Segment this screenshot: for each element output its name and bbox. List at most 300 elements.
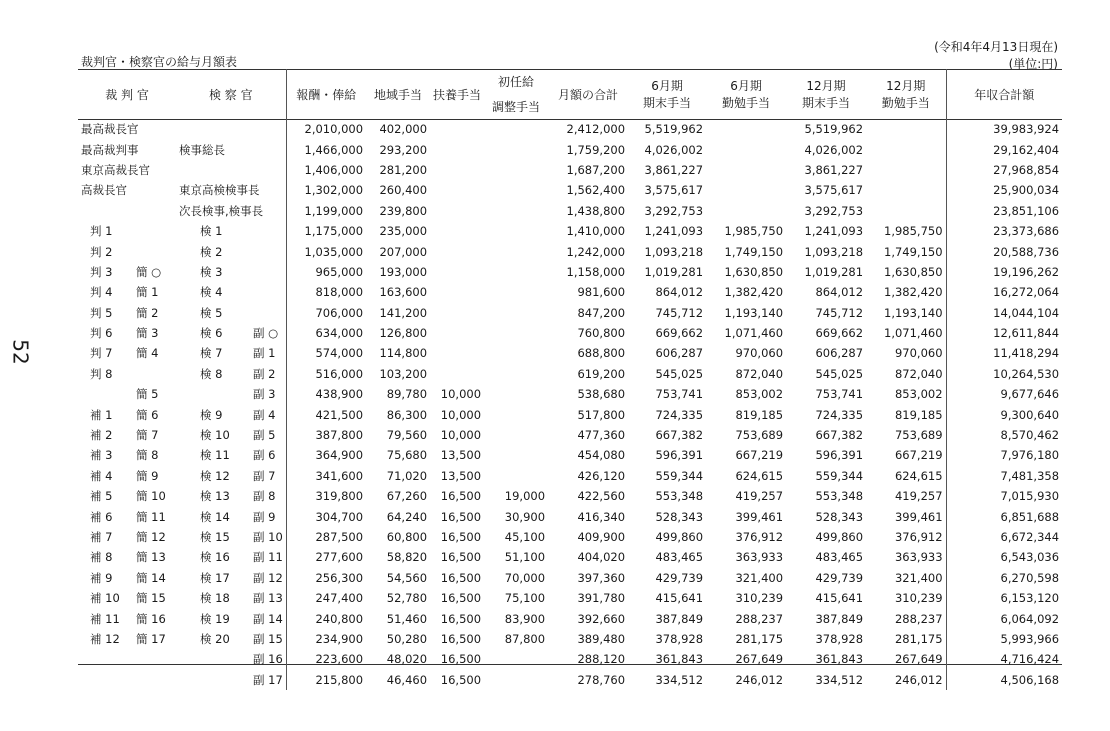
dec-term-allowance-cell: 667,382 bbox=[815, 428, 864, 443]
header-judge: 裁 判 官 bbox=[105, 87, 149, 102]
assistant-prosecutor-grade-cell bbox=[241, 241, 286, 261]
jun-diligence-allowance-cell: 310,239 bbox=[735, 591, 784, 606]
prosecutor-grade-cell: 検 2 bbox=[200, 244, 223, 259]
judge-grade-cell: 補 3 bbox=[90, 448, 113, 463]
table-row bbox=[78, 180, 1062, 200]
jun-term-allowance-cell: 1,019,281 bbox=[644, 264, 704, 279]
table-row bbox=[78, 303, 1062, 323]
jun-term-allowance-cell: 334,512 bbox=[655, 672, 704, 687]
prosecutor-grade-cell: 東京高検検事長 bbox=[179, 183, 260, 198]
monthly-total-cell: 389,480 bbox=[577, 631, 626, 646]
prosecutor-grade-cell bbox=[176, 160, 241, 180]
jun-term-allowance-cell: 753,741 bbox=[655, 387, 704, 402]
judge-grade-cell: 補 6 bbox=[90, 509, 113, 524]
initial-adjustment-cell bbox=[484, 303, 548, 323]
header-jun-diligence-line1: 6月期 bbox=[730, 79, 762, 93]
jun-diligence-allowance-cell: 1,071,460 bbox=[724, 326, 784, 341]
initial-adjustment-cell bbox=[484, 670, 548, 690]
prosecutor-grade-cell: 検 3 bbox=[200, 264, 223, 279]
header-jun-diligence bbox=[706, 69, 786, 119]
regional-allowance-cell: 114,800 bbox=[379, 346, 428, 361]
dec-term-allowance-cell: 606,287 bbox=[815, 346, 864, 361]
annual-total-cell: 20,588,736 bbox=[946, 241, 1062, 261]
dec-term-allowance-cell: 864,012 bbox=[815, 285, 864, 300]
regional-allowance-cell: 79,560 bbox=[386, 428, 428, 443]
monthly-total-cell: 981,600 bbox=[577, 285, 626, 300]
as-of-date: (令和4年4月13日現在) bbox=[934, 40, 1058, 54]
table-row bbox=[78, 241, 1062, 261]
jun-term-allowance-cell: 864,012 bbox=[655, 285, 704, 300]
monthly-total-cell: 422,560 bbox=[577, 489, 626, 504]
summary-judge-grade-cell bbox=[128, 364, 176, 384]
dec-diligence-allowance-cell: 267,649 bbox=[894, 652, 943, 667]
dependent-allowance-cell: 13,500 bbox=[440, 468, 482, 483]
header-initial-line1: 初任給 bbox=[498, 75, 535, 89]
prosecutor-grade-cell: 検 6 bbox=[200, 326, 223, 341]
header-regional: 地域手当 bbox=[374, 87, 423, 102]
assistant-prosecutor-grade-cell: 副 1 bbox=[253, 346, 276, 361]
monthly-total-cell: 1,242,000 bbox=[566, 244, 626, 259]
jun-diligence-allowance-cell: 399,461 bbox=[735, 509, 784, 524]
dependent-allowance-cell: 10,000 bbox=[440, 407, 482, 422]
regional-allowance-cell: 193,000 bbox=[379, 264, 428, 279]
assistant-prosecutor-grade-cell: 副 2 bbox=[253, 366, 276, 381]
table-row bbox=[78, 466, 1062, 486]
summary-judge-grade-cell bbox=[128, 670, 176, 690]
dec-diligence-allowance-cell: 819,185 bbox=[894, 407, 943, 422]
jun-diligence-allowance-cell bbox=[706, 201, 786, 221]
jun-term-allowance-cell: 559,344 bbox=[655, 468, 704, 483]
initial-adjustment-cell bbox=[484, 282, 548, 302]
monthly-total-cell: 688,800 bbox=[577, 346, 626, 361]
table-row bbox=[78, 384, 1062, 404]
jun-term-allowance-cell: 1,093,218 bbox=[644, 244, 704, 259]
table-row bbox=[78, 262, 1062, 282]
monthly-total-cell: 619,200 bbox=[577, 366, 626, 381]
salary-cell: 364,900 bbox=[286, 445, 366, 465]
summary-judge-grade-cell bbox=[128, 221, 176, 241]
initial-adjustment-cell bbox=[484, 425, 548, 445]
judge-grade-cell: 補 4 bbox=[90, 468, 113, 483]
summary-judge-grade-cell: 簡 14 bbox=[136, 570, 166, 585]
assistant-prosecutor-grade-cell bbox=[241, 139, 286, 159]
dec-diligence-allowance-cell bbox=[866, 119, 946, 139]
assistant-prosecutor-grade-cell: 副 ○ bbox=[253, 326, 279, 341]
dec-diligence-allowance-cell: 667,219 bbox=[894, 448, 943, 463]
header-dec-term-line1: 12月期 bbox=[806, 79, 846, 93]
summary-judge-grade-cell: 簡 16 bbox=[136, 611, 166, 626]
jun-term-allowance-cell: 429,739 bbox=[655, 570, 704, 585]
prosecutor-grade-cell: 検 16 bbox=[200, 550, 230, 565]
salary-cell: 304,700 bbox=[286, 506, 366, 526]
salary-cell: 234,900 bbox=[286, 629, 366, 649]
dec-diligence-allowance-cell: 624,615 bbox=[894, 468, 943, 483]
initial-adjustment-cell bbox=[484, 139, 548, 159]
table-row bbox=[78, 425, 1062, 445]
monthly-total-cell: 391,780 bbox=[577, 591, 626, 606]
monthly-total-cell: 409,900 bbox=[577, 530, 626, 544]
regional-allowance-cell: 52,780 bbox=[386, 591, 428, 606]
summary-judge-grade-cell: 簡 11 bbox=[136, 509, 166, 524]
regional-allowance-cell: 293,200 bbox=[379, 142, 428, 157]
annual-total-cell: 25,900,034 bbox=[946, 180, 1062, 200]
dec-diligence-allowance-cell: 1,382,420 bbox=[884, 285, 943, 300]
table-row bbox=[78, 670, 1062, 690]
assistant-prosecutor-grade-cell: 副 16 bbox=[253, 652, 283, 667]
prosecutor-grade-cell: 検 4 bbox=[200, 285, 223, 300]
dependent-allowance-cell: 16,500 bbox=[440, 550, 482, 565]
dec-diligence-allowance-cell: 753,689 bbox=[894, 428, 943, 443]
assistant-prosecutor-grade-cell: 副 14 bbox=[253, 611, 283, 626]
dec-term-allowance-cell: 3,292,753 bbox=[804, 203, 864, 218]
table-row bbox=[78, 343, 1062, 363]
annual-total-cell: 29,162,404 bbox=[946, 139, 1062, 159]
monthly-total-cell: 404,020 bbox=[577, 550, 626, 565]
judge-grade-cell bbox=[78, 201, 128, 221]
summary-judge-grade-cell: 簡 3 bbox=[136, 326, 159, 341]
header-dependent: 扶養手当 bbox=[433, 87, 482, 102]
header-monthly-total: 月額の合計 bbox=[558, 87, 619, 102]
dec-term-allowance-cell: 483,465 bbox=[815, 550, 864, 565]
jun-diligence-allowance-cell: 288,237 bbox=[735, 611, 784, 626]
judge-grade-cell: 判 3 bbox=[90, 264, 113, 279]
assistant-prosecutor-grade-cell: 副 6 bbox=[253, 448, 276, 463]
regional-allowance-cell: 58,820 bbox=[386, 550, 428, 565]
annual-total-cell: 4,506,168 bbox=[946, 670, 1062, 690]
initial-adjustment-cell: 30,900 bbox=[504, 509, 546, 524]
annual-total-cell: 39,983,924 bbox=[946, 119, 1062, 139]
dec-term-allowance-cell: 1,019,281 bbox=[804, 264, 864, 279]
jun-diligence-allowance-cell: 1,630,850 bbox=[724, 264, 784, 279]
header-jun-term-line2: 期末手当 bbox=[643, 96, 692, 110]
initial-adjustment-cell bbox=[484, 445, 548, 465]
regional-allowance-cell: 103,200 bbox=[379, 366, 428, 381]
dec-term-allowance-cell: 669,662 bbox=[815, 326, 864, 341]
initial-adjustment-cell bbox=[484, 262, 548, 282]
initial-adjustment-cell bbox=[484, 180, 548, 200]
dec-diligence-allowance-cell bbox=[866, 201, 946, 221]
judge-grade-cell: 判 6 bbox=[90, 326, 113, 341]
table-row bbox=[78, 323, 1062, 343]
regional-allowance-cell: 235,000 bbox=[379, 224, 428, 239]
salary-cell: 387,800 bbox=[286, 425, 366, 445]
judge-grade-cell: 判 1 bbox=[90, 224, 113, 239]
dec-diligence-allowance-cell: 281,175 bbox=[894, 631, 943, 646]
dec-diligence-allowance-cell: 419,257 bbox=[894, 489, 943, 504]
dec-term-allowance-cell: 545,025 bbox=[815, 366, 864, 381]
monthly-total-cell: 538,680 bbox=[577, 387, 626, 402]
dec-term-allowance-cell: 745,712 bbox=[815, 305, 864, 320]
table-row bbox=[78, 160, 1062, 180]
assistant-prosecutor-grade-cell: 副 17 bbox=[253, 672, 283, 687]
monthly-total-cell: 426,120 bbox=[577, 468, 626, 483]
judge-grade-cell: 最高裁長官 bbox=[81, 122, 139, 137]
salary-cell: 277,600 bbox=[286, 547, 366, 567]
table-row bbox=[78, 629, 1062, 649]
judge-grade-cell: 補 5 bbox=[90, 489, 113, 504]
jun-diligence-allowance-cell: 363,933 bbox=[735, 550, 784, 565]
jun-diligence-allowance-cell: 853,002 bbox=[735, 387, 784, 402]
judge-grade-cell: 補 9 bbox=[90, 570, 113, 585]
dec-diligence-allowance-cell: 288,237 bbox=[894, 611, 943, 626]
dec-term-allowance-cell: 753,741 bbox=[815, 387, 864, 402]
jun-term-allowance-cell: 415,641 bbox=[655, 591, 704, 606]
jun-term-allowance-cell: 745,712 bbox=[655, 305, 704, 320]
regional-allowance-cell: 86,300 bbox=[386, 407, 428, 422]
annual-total-cell: 6,543,036 bbox=[946, 547, 1062, 567]
regional-allowance-cell: 207,000 bbox=[379, 244, 428, 259]
jun-diligence-allowance-cell: 267,649 bbox=[735, 652, 784, 667]
dec-term-allowance-cell: 361,843 bbox=[815, 652, 864, 667]
table-row bbox=[78, 588, 1062, 608]
dec-diligence-allowance-cell: 1,071,460 bbox=[884, 326, 943, 341]
table-row bbox=[78, 119, 1062, 139]
jun-term-allowance-cell: 3,575,617 bbox=[644, 183, 704, 198]
table-row bbox=[78, 506, 1062, 526]
summary-judge-grade-cell: 簡 6 bbox=[136, 407, 159, 422]
assistant-prosecutor-grade-cell bbox=[241, 282, 286, 302]
assistant-prosecutor-grade-cell: 副 15 bbox=[253, 631, 283, 646]
monthly-total-cell: 397,360 bbox=[577, 570, 626, 585]
dec-diligence-allowance-cell: 376,912 bbox=[894, 530, 943, 544]
initial-adjustment-cell bbox=[484, 343, 548, 363]
salary-cell: 256,300 bbox=[286, 568, 366, 588]
dec-term-allowance-cell: 334,512 bbox=[815, 672, 864, 687]
judge-grade-cell: 判 7 bbox=[90, 346, 113, 361]
regional-allowance-cell: 48,020 bbox=[386, 652, 428, 667]
jun-term-allowance-cell: 4,026,002 bbox=[644, 142, 704, 157]
summary-judge-grade-cell: 簡 ○ bbox=[136, 264, 162, 279]
jun-diligence-allowance-cell: 419,257 bbox=[735, 489, 784, 504]
jun-diligence-allowance-cell bbox=[706, 119, 786, 139]
dependent-allowance-cell bbox=[430, 119, 484, 139]
jun-diligence-allowance-cell: 1,985,750 bbox=[724, 224, 784, 239]
initial-adjustment-cell bbox=[484, 404, 548, 424]
monthly-total-cell: 760,800 bbox=[577, 326, 626, 341]
assistant-prosecutor-grade-cell: 副 10 bbox=[253, 530, 283, 544]
summary-judge-grade-cell bbox=[128, 201, 176, 221]
initial-adjustment-cell bbox=[484, 364, 548, 384]
assistant-prosecutor-grade-cell bbox=[241, 221, 286, 241]
monthly-total-cell: 454,080 bbox=[577, 448, 626, 463]
summary-judge-grade-cell bbox=[128, 180, 176, 200]
prosecutor-grade-cell: 検 14 bbox=[200, 509, 230, 524]
dependent-allowance-cell bbox=[430, 343, 484, 363]
dependent-allowance-cell: 16,500 bbox=[440, 509, 482, 524]
salary-cell: 1,406,000 bbox=[286, 160, 366, 180]
jun-diligence-allowance-cell: 281,175 bbox=[735, 631, 784, 646]
initial-adjustment-cell bbox=[484, 466, 548, 486]
dependent-allowance-cell: 16,500 bbox=[440, 672, 482, 687]
dec-term-allowance-cell: 429,739 bbox=[815, 570, 864, 585]
assistant-prosecutor-grade-cell bbox=[241, 303, 286, 323]
summary-judge-grade-cell: 簡 12 bbox=[136, 530, 166, 544]
jun-term-allowance-cell: 545,025 bbox=[655, 366, 704, 381]
regional-allowance-cell: 54,560 bbox=[386, 570, 428, 585]
salary-cell: 1,175,000 bbox=[286, 221, 366, 241]
jun-term-allowance-cell: 378,928 bbox=[655, 631, 704, 646]
judge-grade-cell bbox=[78, 384, 128, 404]
header-jun-diligence-line2: 勤勉手当 bbox=[722, 96, 771, 110]
initial-adjustment-cell bbox=[484, 201, 548, 221]
summary-judge-grade-cell bbox=[128, 241, 176, 261]
header-initial-line2: 調整手当 bbox=[492, 100, 541, 114]
salary-cell: 319,800 bbox=[286, 486, 366, 506]
table-row bbox=[78, 139, 1062, 159]
assistant-prosecutor-grade-cell bbox=[241, 160, 286, 180]
assistant-prosecutor-grade-cell: 副 11 bbox=[253, 550, 283, 565]
annual-total-cell: 6,153,120 bbox=[946, 588, 1062, 608]
monthly-total-cell: 847,200 bbox=[577, 305, 626, 320]
judge-grade-cell: 判 4 bbox=[90, 285, 113, 300]
prosecutor-grade-cell: 検 11 bbox=[200, 448, 230, 463]
jun-term-allowance-cell: 499,860 bbox=[655, 530, 704, 544]
jun-term-allowance-cell: 724,335 bbox=[655, 407, 704, 422]
regional-allowance-cell: 67,260 bbox=[386, 489, 428, 504]
salary-cell: 2,010,000 bbox=[286, 119, 366, 139]
dec-diligence-allowance-cell: 310,239 bbox=[894, 591, 943, 606]
dec-diligence-allowance-cell bbox=[866, 160, 946, 180]
regional-allowance-cell: 239,800 bbox=[379, 203, 428, 218]
prosecutor-grade-cell: 検 5 bbox=[200, 305, 223, 320]
jun-diligence-allowance-cell bbox=[706, 139, 786, 159]
summary-judge-grade-cell: 簡 1 bbox=[136, 285, 159, 300]
dec-diligence-allowance-cell bbox=[866, 180, 946, 200]
assistant-prosecutor-grade-cell: 副 5 bbox=[253, 428, 276, 443]
assistant-prosecutor-grade-cell: 副 12 bbox=[253, 570, 283, 585]
summary-judge-grade-cell: 簡 13 bbox=[136, 550, 166, 565]
assistant-prosecutor-grade-cell: 副 8 bbox=[253, 489, 276, 504]
table-body bbox=[78, 119, 1062, 690]
regional-allowance-cell: 141,200 bbox=[379, 305, 428, 320]
monthly-total-cell: 416,340 bbox=[577, 509, 626, 524]
dec-diligence-allowance-cell: 1,985,750 bbox=[884, 224, 943, 239]
salary-table bbox=[78, 69, 1062, 690]
salary-cell: 247,400 bbox=[286, 588, 366, 608]
table-row bbox=[78, 527, 1062, 547]
dec-term-allowance-cell: 596,391 bbox=[815, 448, 864, 463]
jun-diligence-allowance-cell: 1,193,140 bbox=[724, 305, 784, 320]
judge-grade-cell: 補 7 bbox=[90, 530, 113, 544]
dependent-allowance-cell: 10,000 bbox=[440, 428, 482, 443]
regional-allowance-cell: 89,780 bbox=[386, 387, 428, 402]
annual-total-cell: 5,993,966 bbox=[946, 629, 1062, 649]
regional-allowance-cell: 163,600 bbox=[379, 285, 428, 300]
prosecutor-grade-cell: 検 8 bbox=[200, 366, 223, 381]
regional-allowance-cell: 260,400 bbox=[379, 183, 428, 198]
initial-adjustment-cell bbox=[484, 323, 548, 343]
annual-total-cell: 14,044,104 bbox=[946, 303, 1062, 323]
unit-label: (単位:円) bbox=[1008, 57, 1058, 71]
monthly-total-cell: 1,562,400 bbox=[566, 183, 626, 198]
initial-adjustment-cell: 45,100 bbox=[504, 530, 546, 544]
judge-grade-cell: 補 2 bbox=[90, 428, 113, 443]
initial-adjustment-cell bbox=[484, 649, 548, 669]
jun-term-allowance-cell: 3,861,227 bbox=[644, 162, 704, 177]
jun-diligence-allowance-cell: 376,912 bbox=[735, 530, 784, 544]
dependent-allowance-cell: 16,500 bbox=[440, 591, 482, 606]
dependent-allowance-cell bbox=[430, 201, 484, 221]
dec-term-allowance-cell: 1,241,093 bbox=[804, 224, 864, 239]
dependent-allowance-cell: 16,500 bbox=[440, 611, 482, 626]
initial-adjustment-cell bbox=[484, 241, 548, 261]
prosecutor-grade-cell: 検 17 bbox=[200, 570, 230, 585]
judge-grade-cell: 補 8 bbox=[90, 550, 113, 565]
salary-cell: 421,500 bbox=[286, 404, 366, 424]
header-dec-diligence-line1: 12月期 bbox=[886, 79, 926, 93]
initial-adjustment-cell: 51,100 bbox=[504, 550, 546, 565]
dec-term-allowance-cell: 724,335 bbox=[815, 407, 864, 422]
monthly-total-cell: 1,158,000 bbox=[566, 264, 626, 279]
prosecutor-grade-cell bbox=[176, 384, 241, 404]
jun-diligence-allowance-cell bbox=[706, 160, 786, 180]
dependent-allowance-cell bbox=[430, 180, 484, 200]
jun-diligence-allowance-cell: 819,185 bbox=[735, 407, 784, 422]
dec-term-allowance-cell: 4,026,002 bbox=[804, 142, 864, 157]
header-jun-term-line1: 6月期 bbox=[651, 79, 683, 93]
annual-total-cell: 7,976,180 bbox=[946, 445, 1062, 465]
prosecutor-grade-cell: 検 12 bbox=[200, 468, 230, 483]
assistant-prosecutor-grade-cell: 副 9 bbox=[253, 509, 276, 524]
initial-adjustment-cell bbox=[484, 384, 548, 404]
jun-term-allowance-cell: 5,519,962 bbox=[644, 122, 704, 137]
dec-term-allowance-cell: 3,861,227 bbox=[804, 162, 864, 177]
dec-diligence-allowance-cell: 246,012 bbox=[894, 672, 943, 687]
annual-total-cell: 8,570,462 bbox=[946, 425, 1062, 445]
judge-grade-cell bbox=[78, 670, 128, 690]
dependent-allowance-cell: 13,500 bbox=[440, 448, 482, 463]
judge-grade-cell: 補 1 bbox=[90, 407, 113, 422]
judge-grade-cell: 判 8 bbox=[90, 366, 113, 381]
dependent-allowance-cell: 10,000 bbox=[440, 387, 482, 402]
annual-total-cell: 6,064,092 bbox=[946, 608, 1062, 628]
prosecutor-grade-cell: 検 7 bbox=[200, 346, 223, 361]
annual-total-cell: 16,272,064 bbox=[946, 282, 1062, 302]
jun-diligence-allowance-cell bbox=[706, 180, 786, 200]
summary-judge-grade-cell bbox=[128, 649, 176, 669]
header-row bbox=[78, 69, 1062, 119]
prosecutor-grade-cell bbox=[176, 649, 241, 669]
annual-total-cell: 7,481,358 bbox=[946, 466, 1062, 486]
summary-judge-grade-cell: 簡 2 bbox=[136, 305, 159, 320]
salary-cell: 438,900 bbox=[286, 384, 366, 404]
dec-term-allowance-cell: 5,519,962 bbox=[804, 122, 864, 137]
dependent-allowance-cell: 16,500 bbox=[440, 570, 482, 585]
dependent-allowance-cell bbox=[430, 323, 484, 343]
prosecutor-grade-cell: 検 18 bbox=[200, 591, 230, 606]
jun-term-allowance-cell: 528,343 bbox=[655, 509, 704, 524]
dependent-allowance-cell bbox=[430, 241, 484, 261]
page-number: 52 bbox=[8, 339, 33, 365]
assistant-prosecutor-grade-cell bbox=[241, 262, 286, 282]
salary-cell: 1,199,000 bbox=[286, 201, 366, 221]
monthly-total-cell: 477,360 bbox=[577, 428, 626, 443]
assistant-prosecutor-grade-cell: 副 3 bbox=[253, 387, 276, 402]
judge-grade-cell: 判 5 bbox=[90, 305, 113, 320]
dependent-allowance-cell bbox=[430, 221, 484, 241]
dec-diligence-allowance-cell: 872,040 bbox=[894, 366, 943, 381]
jun-term-allowance-cell: 387,849 bbox=[655, 611, 704, 626]
summary-judge-grade-cell: 簡 17 bbox=[136, 631, 166, 646]
monthly-total-cell: 392,660 bbox=[577, 611, 626, 626]
initial-adjustment-cell: 83,900 bbox=[504, 611, 546, 626]
salary-cell: 1,035,000 bbox=[286, 241, 366, 261]
table-title: 裁判官・検察官の給与月額表 bbox=[81, 55, 238, 69]
salary-cell: 341,600 bbox=[286, 466, 366, 486]
initial-adjustment-cell: 75,100 bbox=[504, 591, 546, 606]
summary-judge-grade-cell: 簡 7 bbox=[136, 428, 159, 443]
salary-cell: 818,000 bbox=[286, 282, 366, 302]
